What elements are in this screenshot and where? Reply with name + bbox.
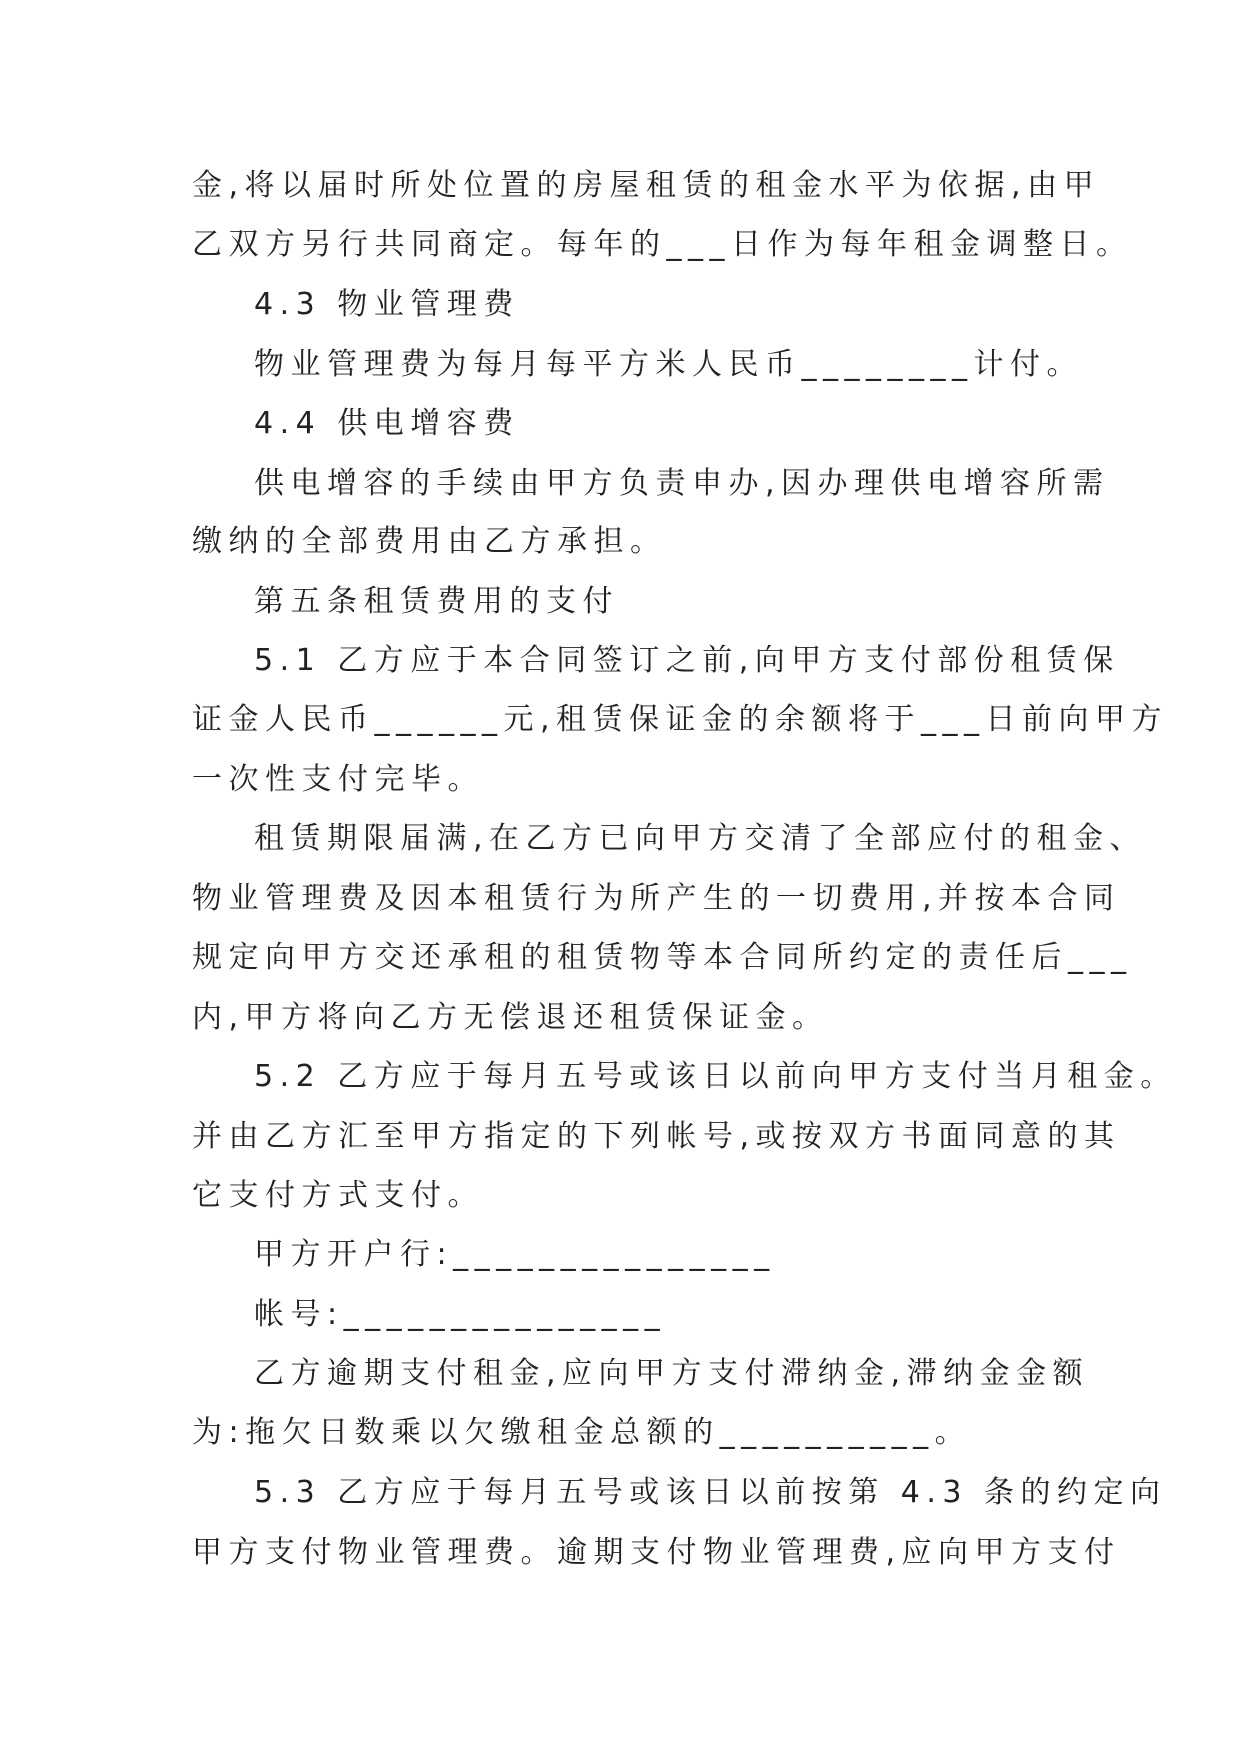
- text-line-16: 5.2 乙方应于每月五号或该日以前向甲方支付当月租金。: [254, 1059, 1177, 1094]
- text-line-23: 5.3 乙方应于每月五号或该日以前按第 4.3 条的约定向: [254, 1475, 1167, 1510]
- section-heading-article-5: 第五条租赁费用的支付: [254, 584, 619, 619]
- account-field-line: 帐号:_______________: [254, 1297, 667, 1332]
- text-line-21: 乙方逾期支付租金,应向甲方支付滞纳金,滞纳金金额: [254, 1356, 1090, 1391]
- section-heading-4-4: 4.4 供电增容费: [254, 406, 520, 441]
- text-line-17: 并由乙方汇至甲方指定的下列帐号,或按双方书面同意的其: [192, 1119, 1121, 1154]
- text-line-14: 规定向甲方交还承租的租赁物等本合同所约定的责任后___: [192, 940, 1133, 975]
- text-line-12: 租赁期限届满,在乙方已向甲方交清了全部应付的租金、: [254, 821, 1147, 856]
- text-line-2: 乙双方另行共同商定。每年的___日作为每年租金调整日。: [192, 227, 1133, 262]
- text-line-11: 一次性支付完毕。: [192, 762, 484, 797]
- text-line-22: 为:拖欠日数乘以欠缴租金总额的__________。: [192, 1415, 972, 1450]
- text-line-7: 缴纳的全部费用由乙方承担。: [192, 524, 667, 559]
- text-line-13: 物业管理费及因本租赁行为所产生的一切费用,并按本合同: [192, 881, 1121, 916]
- text-line-10: 证金人民币______元,租赁保证金的余额将于___日前向甲方: [192, 702, 1169, 737]
- bank-field-line: 甲方开户行:_______________: [254, 1237, 776, 1272]
- text-line-1: 金,将以届时所处位置的房屋租赁的租金水平为依据,由甲: [192, 168, 1101, 203]
- text-line-18: 它支付方式支付。: [192, 1178, 484, 1213]
- section-heading-4-3: 4.3 物业管理费: [254, 287, 520, 322]
- text-line-4: 物业管理费为每月每平方米人民币________计付。: [254, 347, 1083, 382]
- text-line-9: 5.1 乙方应于本合同签订之前,向甲方支付部份租赁保: [254, 643, 1120, 678]
- text-line-6: 供电增容的手续由甲方负责申办,因办理供电增容所需: [254, 466, 1110, 501]
- text-line-15: 内,甲方将向乙方无偿退还租赁保证金。: [192, 1000, 829, 1035]
- text-line-24: 甲方支付物业管理费。逾期支付物业管理费,应向甲方支付: [192, 1535, 1121, 1570]
